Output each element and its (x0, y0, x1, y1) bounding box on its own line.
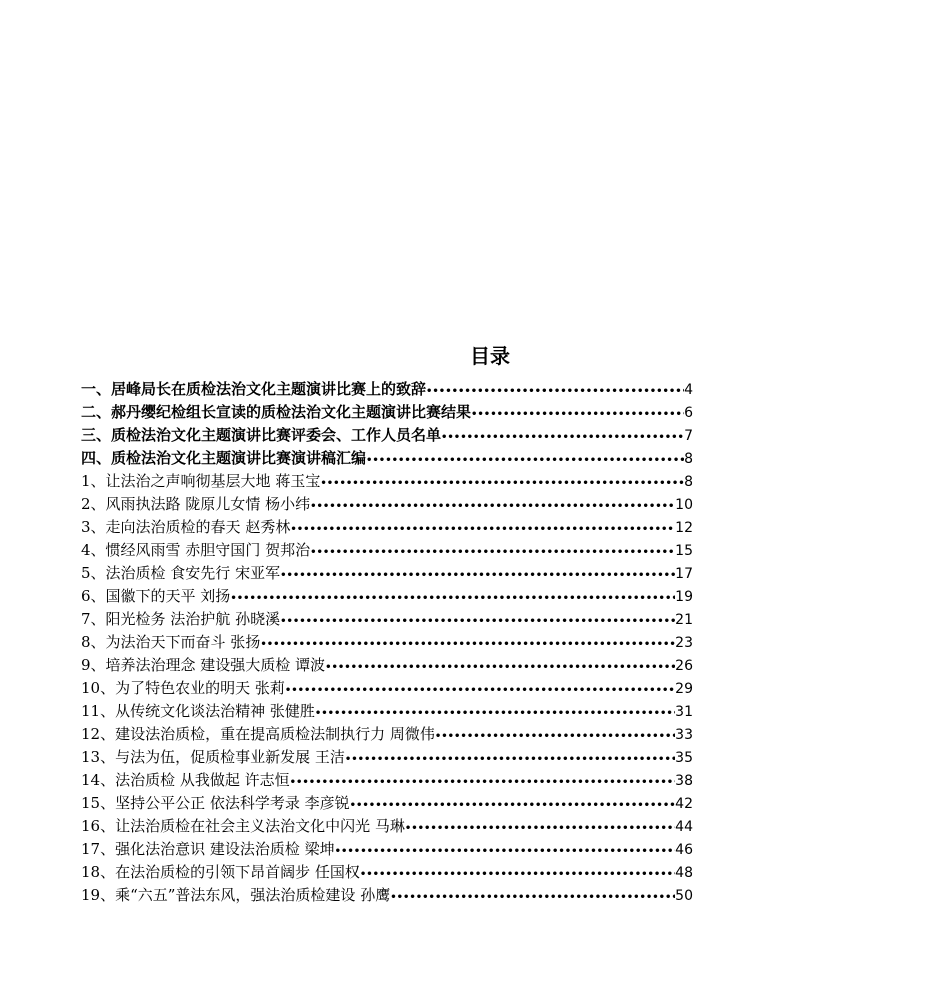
toc-page-number: 8 (684, 451, 693, 467)
toc-entry-text: 18、在法治质检的引领下昂首阔步 任国权 (81, 863, 360, 881)
toc-entry[interactable] (81, 746, 693, 769)
toc-page-number: 26 (675, 658, 693, 674)
toc-entry-text: 二、郝丹缨纪检组长宣读的质检法治文化主题演讲比赛结果 (81, 403, 472, 421)
toc-page-number: 31 (675, 704, 693, 720)
toc-entry[interactable] (81, 470, 693, 493)
toc-page-number: 46 (675, 842, 693, 858)
toc-entry[interactable] (81, 723, 693, 746)
toc-entry[interactable] (81, 493, 693, 516)
toc-page-number: 48 (675, 865, 693, 881)
toc-entry[interactable] (81, 539, 693, 562)
toc-entry-text: 12、建设法治质检，重在提高质检法制执行力 周微伟 (81, 725, 435, 743)
toc-entry-text: 一、居峰局长在质检法治文化主题演讲比赛上的致辞 (81, 380, 427, 398)
toc-entry[interactable] (81, 585, 693, 608)
toc-entry-text: 1、让法治之声响彻基层大地 蒋玉宝 (81, 472, 321, 490)
toc-entry[interactable] (81, 700, 693, 723)
toc-leader (280, 610, 675, 633)
toc-page-number: 19 (675, 589, 693, 605)
toc-page-number: 21 (675, 612, 693, 628)
toc-entry-text: 7、阳光检务 法治护航 孙晓溪 (81, 610, 281, 628)
toc-leader (310, 541, 675, 564)
toc-entry-text: 15、坚持公平公正 依法科学考录 李彦锐 (81, 794, 350, 812)
toc-entry[interactable] (81, 654, 693, 677)
toc-entry-text: 4、惯经风雨雪 赤胆守国门 贺邦治 (81, 541, 311, 559)
toc-entry-text: 5、法治质检 食安先行 宋亚军 (81, 564, 281, 582)
toc-leader (390, 886, 675, 909)
toc-page-number: 29 (675, 681, 693, 697)
toc-entry[interactable] (81, 769, 693, 792)
toc-entry[interactable] (81, 861, 693, 884)
toc-leader (345, 748, 675, 771)
toc-leader (260, 633, 675, 656)
toc-page-number: 44 (675, 819, 693, 835)
toc-leader (441, 426, 684, 449)
toc-leader (426, 380, 684, 403)
toc-entry[interactable] (81, 447, 693, 470)
toc-page-number: 4 (684, 382, 693, 398)
toc-entry-text: 17、强化法治意识 建设法治质检 梁坤 (81, 840, 335, 858)
toc-entry[interactable] (81, 815, 693, 838)
toc-page-number: 17 (675, 566, 693, 582)
toc-entry-text: 13、与法为伍，促质检事业新发展 王洁 (81, 748, 345, 766)
toc-leader (280, 564, 675, 587)
toc-page-number: 7 (684, 428, 693, 444)
toc-entry-text: 14、法治质检 从我做起 许志恒 (81, 771, 290, 789)
toc-entry-text: 19、乘“六五”普法东风，强法治质检建设 孙鹰 (81, 886, 391, 904)
toc-leader (290, 771, 676, 794)
toc-entry[interactable] (81, 424, 693, 447)
toc-entry-text: 三、质检法治文化主题演讲比赛评委会、工作人员名单 (81, 426, 442, 444)
toc-entry-text: 6、国徽下的天平 刘扬 (81, 587, 231, 605)
toc-page-number: 8 (684, 474, 693, 490)
toc-leader (350, 794, 676, 817)
toc-page-number: 6 (684, 405, 693, 421)
toc-list (81, 378, 693, 907)
toc-entry-text: 8、为法治天下而奋斗 张扬 (81, 633, 261, 651)
toc-entry-text: 9、培养法治理念 建设强大质检 谭波 (81, 656, 326, 674)
toc-leader (230, 587, 675, 610)
toc-page-number: 10 (675, 497, 693, 513)
toc-page-number: 12 (675, 520, 693, 536)
toc-leader (320, 472, 684, 495)
toc-leader (325, 656, 675, 679)
toc-page-number: 50 (675, 888, 693, 904)
toc-page-number: 35 (675, 750, 693, 766)
toc-entry[interactable] (81, 677, 693, 700)
toc-entry[interactable] (81, 562, 693, 585)
toc-page-number: 15 (675, 543, 693, 559)
toc-entry[interactable] (81, 631, 693, 654)
toc-page-number: 33 (675, 727, 693, 743)
toc-leader (315, 702, 675, 725)
toc-leader (360, 863, 675, 886)
toc-page-number: 42 (675, 796, 693, 812)
toc-entry-text: 2、风雨执法路 陇原儿女情 杨小纬 (81, 495, 311, 513)
toc-title: 目录 (470, 344, 510, 368)
toc-leader (310, 495, 675, 518)
toc-entry[interactable] (81, 838, 693, 861)
toc-page-number: 38 (675, 773, 693, 789)
toc-entry-text: 16、让法治质检在社会主义法治文化中闪光 马琳 (81, 817, 405, 835)
toc-leader (405, 817, 675, 840)
toc-entry[interactable] (81, 608, 693, 631)
toc-entry[interactable] (81, 884, 693, 907)
toc-leader (290, 518, 675, 541)
toc-leader (285, 679, 675, 702)
toc-entry[interactable] (81, 516, 693, 539)
toc-entry[interactable] (81, 378, 693, 401)
toc-leader (435, 725, 675, 748)
toc-entry-text: 11、从传统文化谈法治精神 张健胜 (81, 702, 315, 720)
toc-entry[interactable] (81, 401, 693, 424)
toc-leader (471, 403, 684, 426)
toc-leader (335, 840, 676, 863)
toc-page-number: 23 (675, 635, 693, 651)
toc-entry-text: 四、质检法治文化主题演讲比赛演讲稿汇编 (81, 449, 367, 467)
toc-entry-text: 10、为了特色农业的明天 张莉 (81, 679, 285, 697)
toc-entry-text: 3、走向法治质检的春天 赵秀林 (81, 518, 291, 536)
toc-entry[interactable] (81, 792, 693, 815)
toc-leader (366, 449, 684, 472)
